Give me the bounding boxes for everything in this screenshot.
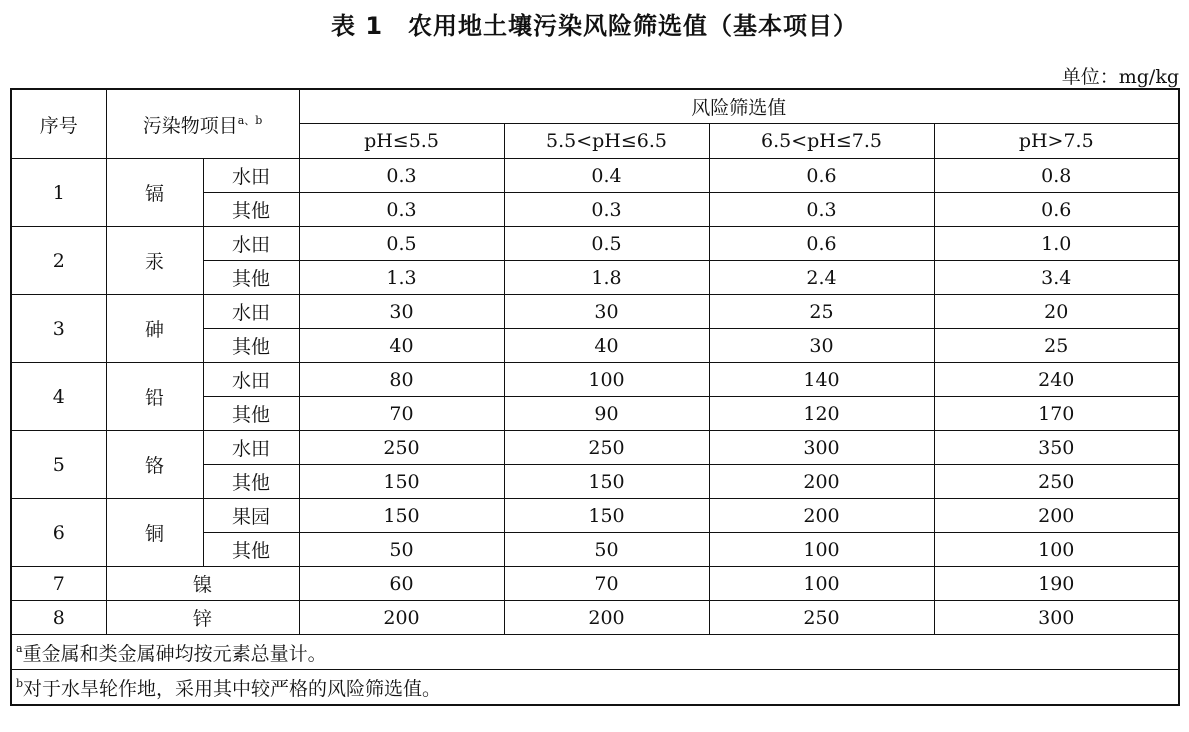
value-cell: 3.4 (934, 261, 1179, 295)
value-cell: 150 (299, 499, 504, 533)
value-cell: 120 (709, 397, 934, 431)
header-group: 风险筛选值 (299, 89, 1179, 124)
value-cell: 1.0 (934, 227, 1179, 261)
land-type-cell: 水田 (203, 159, 299, 193)
seq-cell: 7 (11, 567, 106, 601)
seq-cell: 6 (11, 499, 106, 567)
value-cell: 70 (504, 567, 709, 601)
value-cell: 100 (504, 363, 709, 397)
table-row (11, 601, 1179, 635)
seq-cell: 5 (11, 431, 106, 499)
value-cell: 40 (504, 329, 709, 363)
table-row (11, 567, 1179, 601)
value-cell: 140 (709, 363, 934, 397)
value-cell: 30 (299, 295, 504, 329)
pollutant-cell: 铬 (106, 431, 203, 499)
value-cell: 200 (299, 601, 504, 635)
header-ph-1: pH≤5.5 (299, 124, 504, 159)
footnote-mark: b (16, 676, 24, 690)
pollutant-cell: 砷 (106, 295, 203, 363)
value-cell: 200 (709, 465, 934, 499)
value-cell: 50 (299, 533, 504, 567)
land-type-cell: 水田 (203, 363, 299, 397)
value-cell: 0.5 (504, 227, 709, 261)
value-cell: 100 (934, 533, 1179, 567)
value-cell: 70 (299, 397, 504, 431)
unit-label: 单位：mg/kg (1061, 66, 1179, 88)
table-title: 表 1 农用地土壤污染风险筛选值（基本项目） (330, 12, 859, 40)
value-cell: 250 (709, 601, 934, 635)
value-cell: 190 (934, 567, 1179, 601)
header-item-label: 污染物项目 (142, 114, 238, 137)
value-cell: 200 (709, 499, 934, 533)
value-cell: 100 (709, 567, 934, 601)
value-cell: 100 (709, 533, 934, 567)
value-cell: 0.3 (299, 193, 504, 227)
value-cell: 0.3 (299, 159, 504, 193)
footnote-cell (11, 670, 1179, 706)
value-cell: 300 (709, 431, 934, 465)
pollutant-cell: 铅 (106, 363, 203, 431)
value-cell: 2.4 (709, 261, 934, 295)
footnote-row (11, 670, 1179, 706)
value-cell: 0.8 (934, 159, 1179, 193)
value-cell: 200 (934, 499, 1179, 533)
header-item-sup: a、b (237, 113, 263, 127)
value-cell: 25 (934, 329, 1179, 363)
value-cell: 150 (504, 499, 709, 533)
header-seq: 序号 (11, 89, 106, 159)
value-cell: 0.4 (504, 159, 709, 193)
value-cell: 350 (934, 431, 1179, 465)
land-type-cell: 其他 (203, 465, 299, 499)
pollutant-cell: 镍 (106, 567, 299, 601)
value-cell: 50 (504, 533, 709, 567)
land-type-cell: 水田 (203, 295, 299, 329)
seq-cell: 4 (11, 363, 106, 431)
pollutant-cell: 汞 (106, 227, 203, 295)
value-cell: 30 (504, 295, 709, 329)
table-row (11, 159, 1179, 193)
seq-cell: 8 (11, 601, 106, 635)
table-row (11, 431, 1179, 465)
seq-cell: 2 (11, 227, 106, 295)
land-type-cell: 水田 (203, 431, 299, 465)
table-row (11, 363, 1179, 397)
value-cell: 0.6 (934, 193, 1179, 227)
header-ph-4: pH>7.5 (934, 124, 1179, 159)
value-cell: 250 (934, 465, 1179, 499)
value-cell: 200 (504, 601, 709, 635)
value-cell: 0.3 (504, 193, 709, 227)
footnote-mark: a (16, 641, 23, 655)
value-cell: 250 (299, 431, 504, 465)
value-cell: 170 (934, 397, 1179, 431)
value-cell: 0.6 (709, 159, 934, 193)
seq-cell: 3 (11, 295, 106, 363)
value-cell: 60 (299, 567, 504, 601)
value-cell: 1.3 (299, 261, 504, 295)
value-cell: 0.3 (709, 193, 934, 227)
value-cell: 0.5 (299, 227, 504, 261)
footnote-row (11, 635, 1179, 670)
value-cell: 240 (934, 363, 1179, 397)
land-type-cell: 水田 (203, 227, 299, 261)
header-item (106, 89, 299, 159)
land-type-cell: 其他 (203, 329, 299, 363)
land-type-cell: 其他 (203, 533, 299, 567)
pollutant-cell: 铜 (106, 499, 203, 567)
land-type-cell: 其他 (203, 193, 299, 227)
land-type-cell: 其他 (203, 261, 299, 295)
value-cell: 0.6 (709, 227, 934, 261)
footnote-text: 对于水旱轮作地，采用其中较严格的风险筛选值。 (23, 677, 442, 700)
value-cell: 25 (709, 295, 934, 329)
land-type-cell: 其他 (203, 397, 299, 431)
footnote-text: 重金属和类金属砷均按元素总量计。 (22, 642, 327, 665)
header-ph-2: 5.5<pH≤6.5 (504, 124, 709, 159)
value-cell: 150 (504, 465, 709, 499)
table-row (11, 499, 1179, 533)
value-cell: 300 (934, 601, 1179, 635)
value-cell: 90 (504, 397, 709, 431)
value-cell: 250 (504, 431, 709, 465)
pollutant-cell: 锌 (106, 601, 299, 635)
value-cell: 20 (934, 295, 1179, 329)
value-cell: 1.8 (504, 261, 709, 295)
pollutant-cell: 镉 (106, 159, 203, 227)
value-cell: 40 (299, 329, 504, 363)
seq-cell: 1 (11, 159, 106, 227)
value-cell: 30 (709, 329, 934, 363)
risk-screening-table (10, 88, 1180, 706)
value-cell: 150 (299, 465, 504, 499)
value-cell: 80 (299, 363, 504, 397)
header-ph-3: 6.5<pH≤7.5 (709, 124, 934, 159)
table-row (11, 295, 1179, 329)
table-row (11, 227, 1179, 261)
footnote-cell (11, 635, 1179, 670)
land-type-cell: 果园 (203, 499, 299, 533)
